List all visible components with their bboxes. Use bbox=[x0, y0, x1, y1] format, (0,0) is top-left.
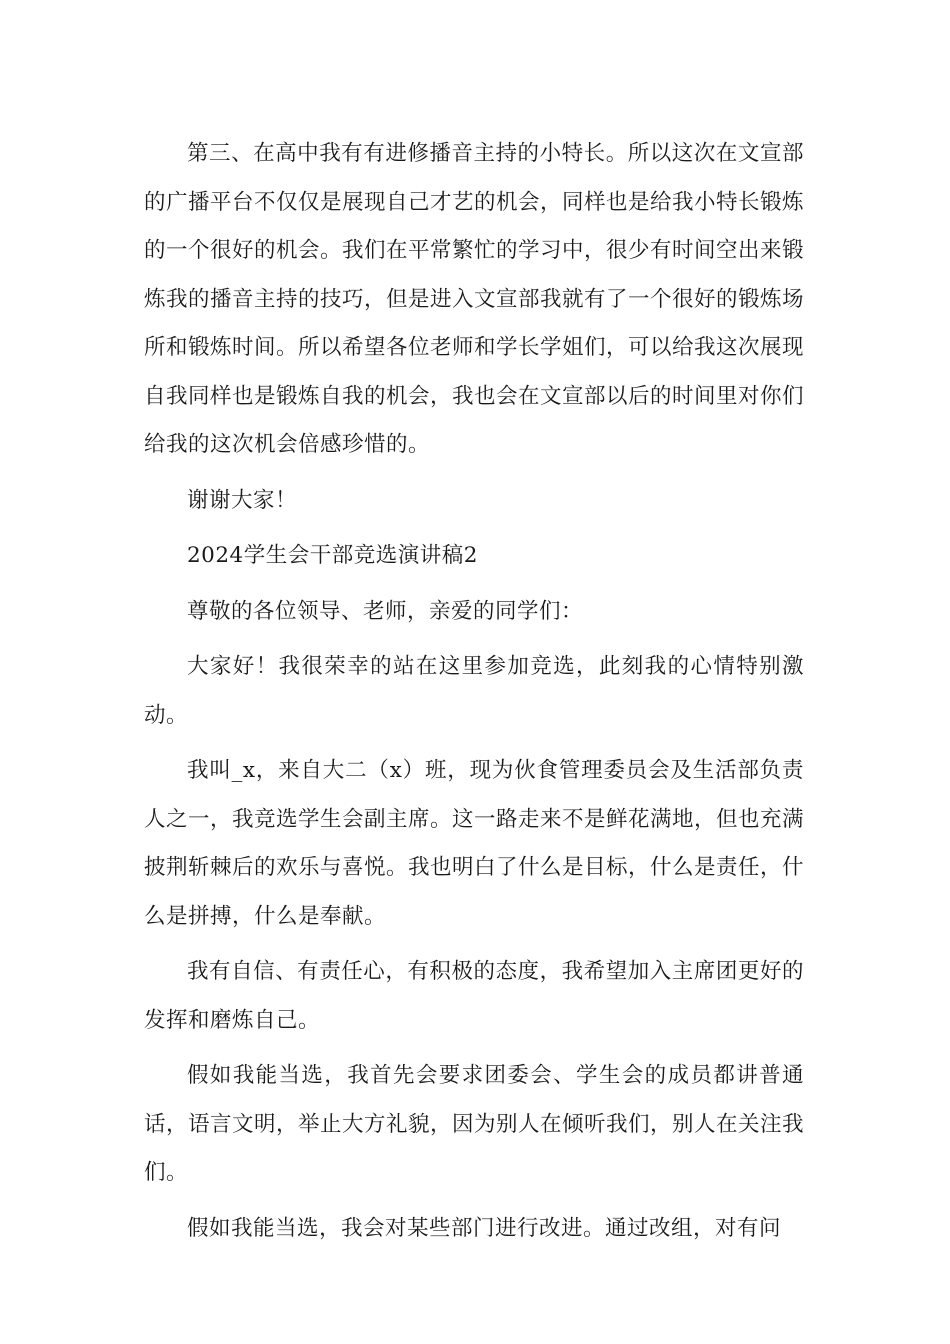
paragraph-greeting: 大家好！我很荣幸的站在这里参加竞选，此刻我的心情特别激动。 bbox=[144, 654, 804, 728]
paragraph-thanks: 谢谢大家！ bbox=[187, 487, 298, 513]
document-body bbox=[144, 130, 804, 1260]
paragraph-confidence: 我有自信、有责任心，有积极的态度，我希望加入主席团更好的发挥和磨炼自己。 bbox=[144, 959, 804, 1033]
paragraph-broadcast-skill: 第三、在高中我有有进修播音主持的小特长。所以这次在文宣部的广播平台不仅仅是展现自己才艺的机会，同样也是给我小特长锻炼的一个很好的机会。我们在平常繁忙的学习中，很少有时间空出来锻炼我的播音主持的技巧，但是进入文宣部我就有了一个很好的锻炼场所和锻炼时间。所以希望各位老师和学长学姐们，可以给我这次展现自我同样也是锻炼自我的机会，我也会在文宣部以后的时间里对你们给我的这次机会倍感珍惜的。 bbox=[144, 141, 805, 457]
paragraph-salutation: 尊敬的各位领导、老师，亲爱的同学们： bbox=[187, 598, 584, 624]
speech-title: 2024学生会干部竞选演讲稿2 bbox=[187, 543, 478, 568]
paragraph-plan-reform: 假如我能当选，我会对某些部门进行改进。通过改组，对有问 bbox=[187, 1215, 782, 1241]
paragraph-self-intro: 我叫_x，来自大二（x）班，现为伙食管理委员会及生活部负责人之一，我竞选学生会副主席。这一路走来不是鲜花满地，但也充满披荆斩棘后的欢乐与喜悦。我也明白了什么是目标，什么是责任，什么是拼搏，什么是奉献。 bbox=[144, 758, 805, 929]
paragraph-plan-mandarin: 假如我能当选，我首先会要求团委会、学生会的成员都讲普通话，语言文明，举止大方礼貌，因为别人在倾听我们，别人在关注我们。 bbox=[144, 1063, 805, 1185]
